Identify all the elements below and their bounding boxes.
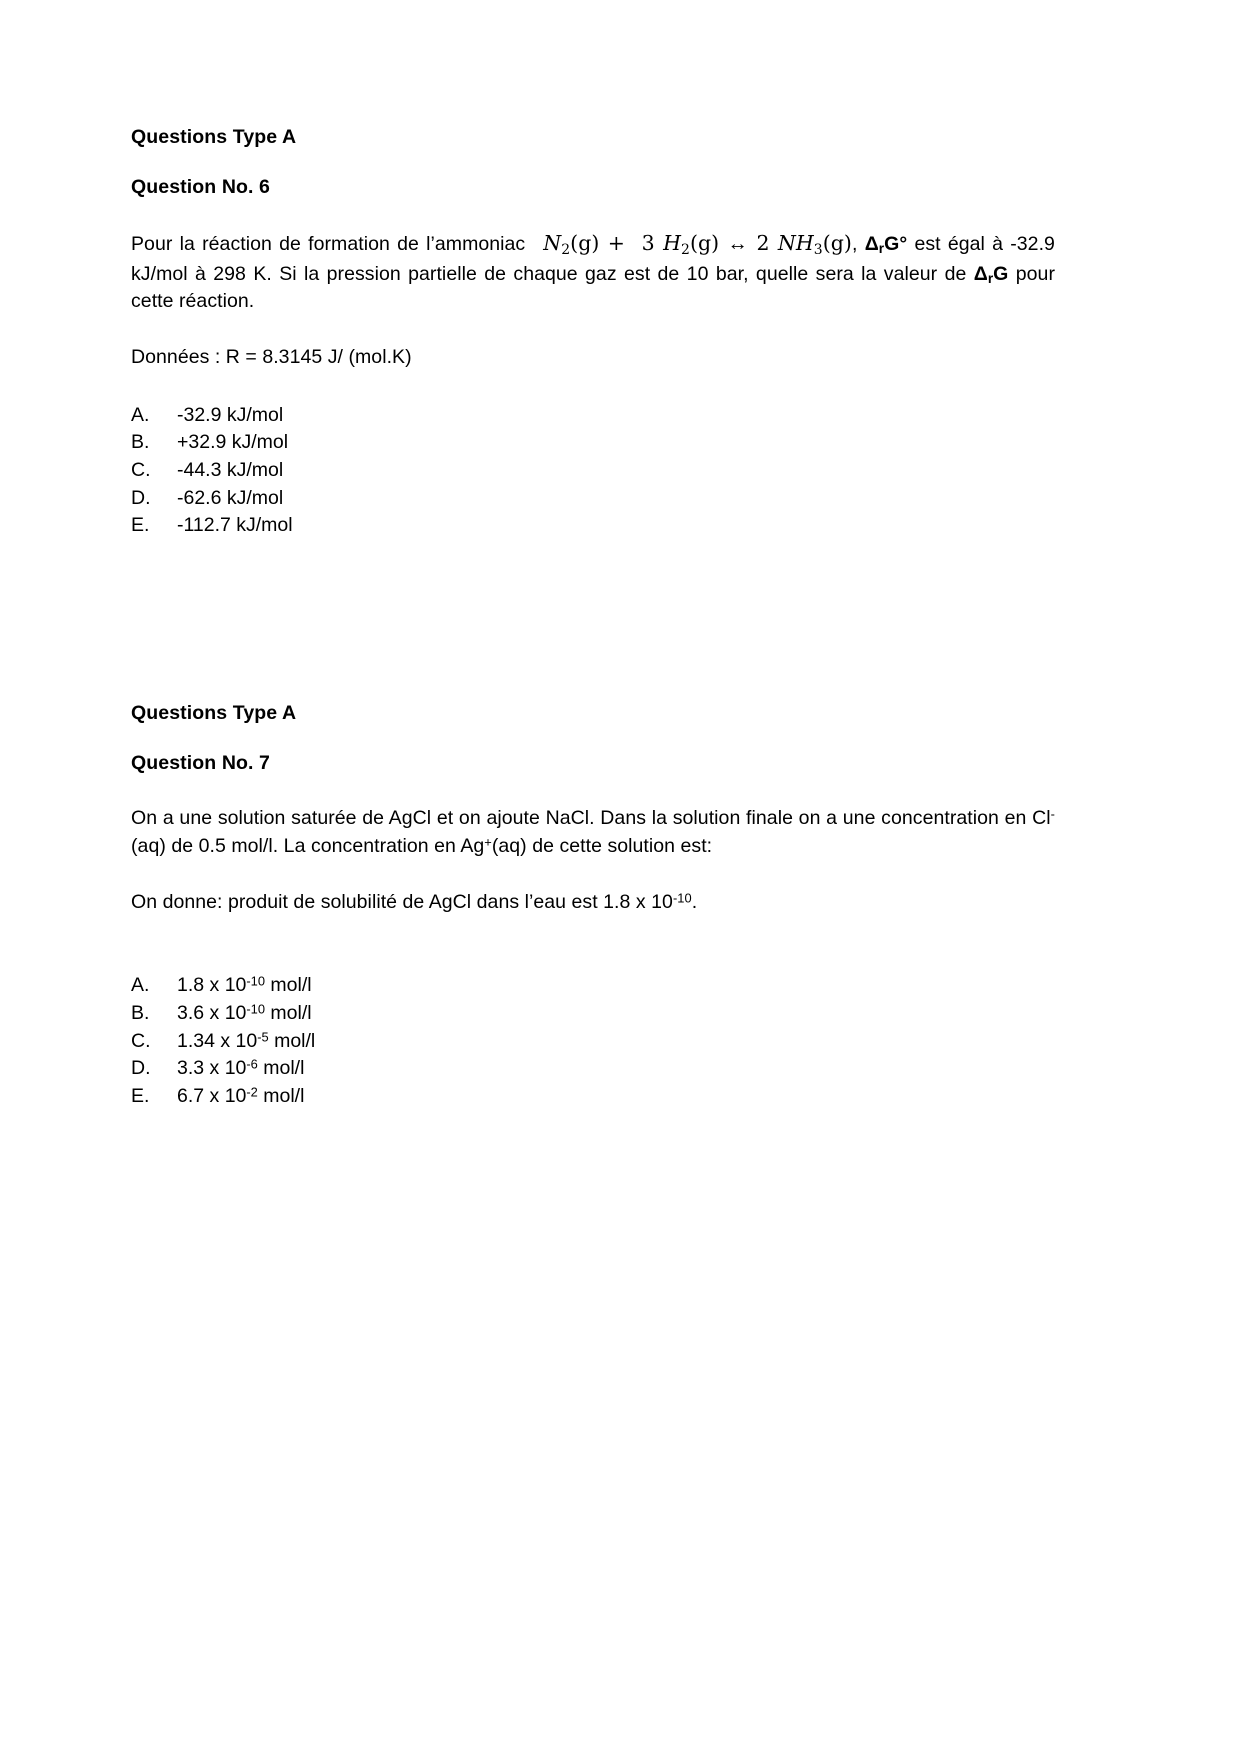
option-label: -62.6 kJ/mol — [177, 486, 284, 509]
delta-r-g-symbol: $\Delta_rG$ — [973, 262, 1009, 286]
option-item[interactable] — [131, 512, 1055, 540]
spacer — [131, 372, 1055, 402]
option-exponent: -10 — [246, 1001, 265, 1017]
option-item[interactable] — [131, 457, 1055, 485]
option-label: 1.34 x $10^{-5}$ mol/l — [177, 1029, 316, 1052]
option-marker: A. — [131, 403, 150, 426]
option-marker: C. — [131, 459, 151, 482]
option-label: -44.3 kJ/mol — [177, 459, 284, 482]
delta-r-g-standard-symbol: $\Delta_rG^\circ$ — [864, 233, 908, 256]
question-7-body — [131, 805, 1055, 860]
question-6-body-end: pour cette réaction. — [131, 262, 1055, 313]
question-7-given-data — [131, 889, 1055, 917]
question-6-given-data: Données : R = 8.3145 J/ (mol.K) — [131, 346, 412, 369]
option-item[interactable] — [131, 1000, 1055, 1028]
option-marker: D. — [131, 486, 151, 509]
question-6-options-list — [131, 402, 1055, 540]
option-marker: B. — [131, 1001, 150, 1024]
question-7-options-list — [131, 972, 1055, 1110]
spacer — [131, 773, 1055, 805]
option-exponent: -6 — [246, 1056, 258, 1072]
option-item[interactable] — [131, 1083, 1055, 1111]
question-number-heading-6: Question No. 6 — [131, 175, 270, 198]
option-exponent: -10 — [246, 973, 265, 989]
question-7-body-part3: (aq) de cette solution est: — [491, 834, 713, 857]
option-marker: C. — [131, 1029, 151, 1052]
spacer — [131, 316, 1055, 344]
spacer — [131, 861, 1055, 889]
question-7-body-part2: (aq) de 0.5 mol/l. La concentration en Ag — [131, 834, 485, 857]
section-heading-questions-type-a: Questions Type A — [131, 126, 297, 148]
option-item[interactable] — [131, 1055, 1055, 1083]
spacer — [131, 724, 1055, 754]
option-item[interactable] — [131, 429, 1055, 457]
option-marker: E. — [131, 1084, 150, 1107]
question-block-7 — [131, 704, 1055, 1111]
spacer — [131, 916, 1055, 972]
question-6-body — [131, 229, 1055, 316]
option-marker: E. — [131, 514, 150, 537]
option-label: 1.8 x $10^{-10}$ mol/l — [177, 973, 312, 997]
option-item[interactable] — [131, 402, 1055, 430]
spacer — [131, 148, 1055, 178]
question-block-6 — [131, 128, 1055, 540]
equilibrium-arrow-icon: ↔ — [727, 232, 749, 255]
option-label: -32.9 kJ/mol — [177, 403, 284, 426]
silver-charge-superscript: + — [484, 834, 492, 850]
given-text: On donne: produit de solubilité de AgCl dans l’eau est 1.8 x 10 — [131, 890, 673, 913]
option-label: 3.6 x $10^{-10}$ mol/l — [177, 1001, 312, 1024]
option-label: 6.7 x $10^{-2}$ mol/l — [177, 1084, 305, 1107]
spacer-between-questions — [131, 540, 1055, 704]
option-marker: D. — [131, 1057, 151, 1080]
option-label: -112.7 kJ/mol — [177, 514, 293, 537]
option-exponent: -2 — [246, 1084, 258, 1100]
option-label: +32.9 kJ/mol — [177, 431, 289, 454]
question-7-body-part1: On a une solution saturée de AgCl et on ajoute NaCl. Dans la solution finale on a une concentration en Cl — [131, 807, 1051, 830]
section-heading-questions-type-a: Questions Type A — [131, 702, 297, 725]
option-marker: A. — [131, 974, 150, 997]
chloride-charge-superscript: - — [1050, 806, 1055, 822]
option-item[interactable] — [131, 485, 1055, 513]
equation-trailing-comma: , — [851, 233, 858, 255]
option-item[interactable] — [131, 1028, 1055, 1056]
option-marker: B. — [131, 431, 150, 454]
option-item[interactable] — [131, 972, 1055, 1000]
spacer — [131, 197, 1055, 229]
question-6-body-mid: est égal à -32.9 kJ/mol à 298 K. Si la pression partielle de chaque gaz est de 10 bar, quelle sera la valeur de — [131, 233, 1055, 285]
given-text-period: . — [691, 890, 698, 913]
question-6-body-pre: Pour la réaction de formation de l’ammoniac — [131, 233, 526, 255]
option-exponent: -5 — [257, 1029, 269, 1045]
reaction-equation: $N_2(g) + 3$ $H_2(g)$ ↔ 2 $NH_3(g)$ — [543, 231, 852, 258]
option-label: 3.3 x $10^{-6}$ mol/l — [177, 1056, 305, 1080]
question-number-heading-7: Question No. 7 — [131, 751, 270, 774]
ksp-exponent-superscript: -10 — [672, 890, 692, 906]
